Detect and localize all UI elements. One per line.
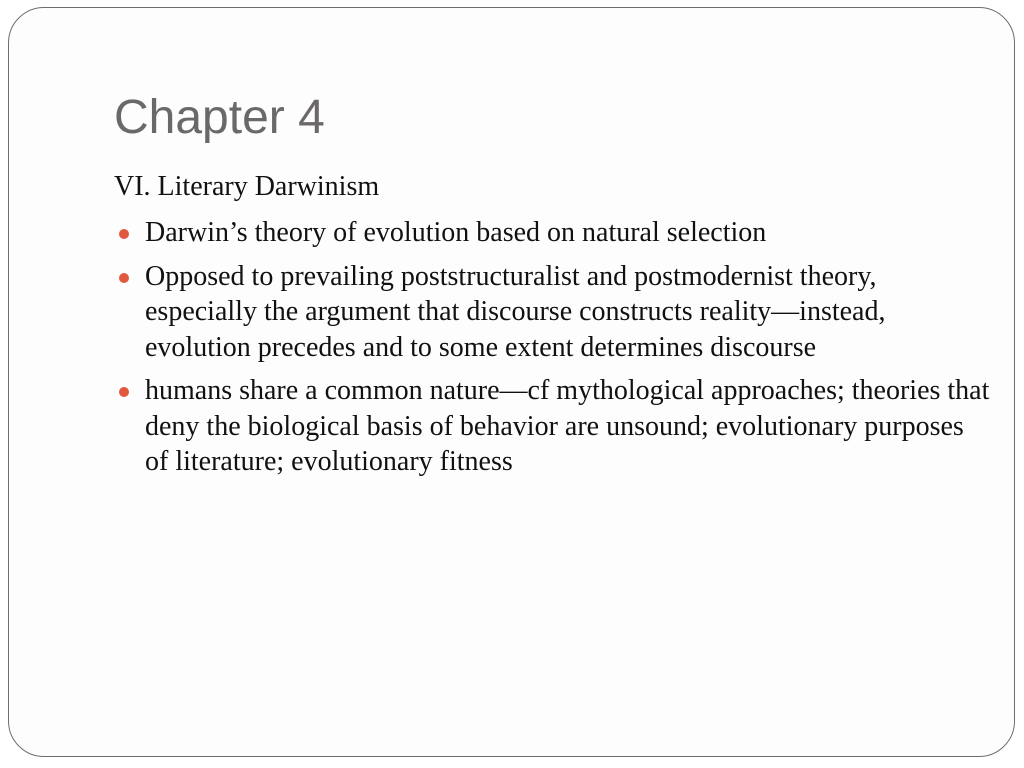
- bullet-list: [114, 215, 994, 488]
- list-item: [114, 215, 994, 251]
- bullet-dot-icon: [119, 273, 129, 283]
- bullet-text: humans share a common nature—cf mythological approaches; theories that deny the biological basis of behavior are unsound; evolutionary purposes of literature; evolutionary fitness: [145, 375, 990, 477]
- section-heading: VI. Literary Darwinism: [114, 171, 380, 202]
- bullet-dot-icon: [119, 387, 129, 397]
- slide-title: Chapter 4: [114, 91, 325, 144]
- bullet-text: Darwin’s theory of evolution based on natural selection: [145, 217, 767, 248]
- list-item: [114, 259, 994, 366]
- slide-frame: [8, 7, 1015, 757]
- bullet-dot-icon: [119, 229, 129, 239]
- list-item: [114, 373, 994, 480]
- bullet-text: Opposed to prevailing poststructuralist and postmodernist theory, especially the argument that discourse constructs reality—instead, evolution precedes and to some extent determines discourse: [145, 260, 886, 363]
